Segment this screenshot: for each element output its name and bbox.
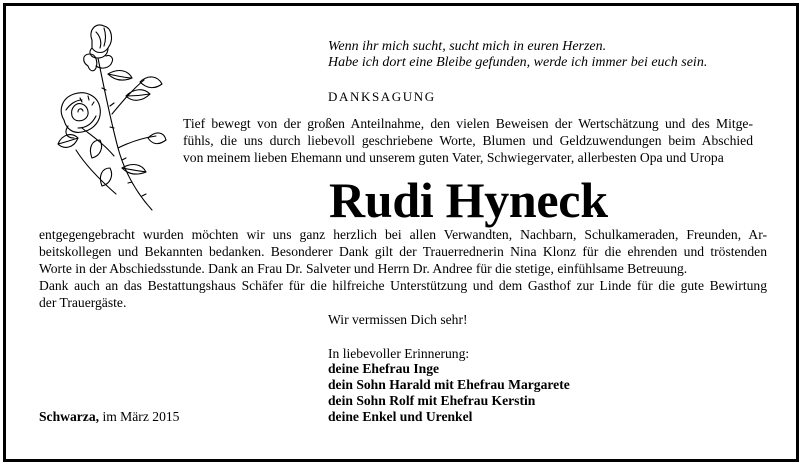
- body-line-5: der Trauergäste.: [39, 295, 127, 310]
- intro-line-3: von meinem lieben Ehemann und unserem guten Vater, Schwiegervater, allerbesten Opa und Uropa: [183, 150, 724, 165]
- place: Schwarza,: [39, 409, 100, 424]
- mourner-2: dein Sohn Harald mit Ehefrau Margarete: [328, 377, 570, 392]
- mourner-1: deine Ehefrau Inge: [328, 361, 440, 376]
- rose-branch-illustration: [52, 18, 170, 216]
- closing-line: Wir vermissen Dich sehr!: [328, 312, 468, 327]
- deceased-name: Rudi Hyneck: [329, 172, 608, 228]
- body-line-1: entgegengebracht wurden möchten wir uns ganz herzlich bei allen Verwandten, Nachbarn, Schulkameraden, Freunden, Ar-: [39, 227, 767, 242]
- intro-line-1: Tief bewegt von der großen Anteilnahme, den vielen Beweisen der Wertschätzung und des Mitge-: [183, 116, 753, 131]
- place-date: [39, 409, 179, 425]
- date: im März 2015: [102, 409, 180, 424]
- heading-danksagung: DANKSAGUNG: [328, 89, 436, 104]
- motto-line-2: Habe ich dort eine Bleibe gefunden, werde ich immer bei euch sein.: [328, 55, 708, 70]
- remembrance-intro: In liebevoller Erinnerung:: [328, 346, 470, 361]
- mourner-3: dein Sohn Rolf mit Ehefrau Kerstin: [328, 393, 536, 408]
- body-line-4: Dank auch an das Bestattungshaus Schäfer für die hilfreiche Unterstützung und dem Gasthof zur Linde für die gute Bewirtung: [39, 278, 767, 293]
- body-line-2: beitskollegen und Bekannten bedanken. Besonderer Dank gilt der Trauerrednerin Nina Klonz für die ehrenden und tröstenden: [39, 244, 767, 259]
- mourner-4: deine Enkel und Urenkel: [328, 409, 473, 424]
- intro-line-2: fühls, die uns durch liebevoll geschriebene Worte, Blumen und Geldzuwendungen beim Abschied: [183, 133, 753, 148]
- motto-line-1: Wenn ihr mich sucht, sucht mich in euren Herzen.: [328, 39, 607, 54]
- body-line-3: Worte in der Abschiedsstunde. Dank an Frau Dr. Salveter und Herrn Dr. Andree für die stetige, einfühlsame Betreuung.: [39, 261, 688, 276]
